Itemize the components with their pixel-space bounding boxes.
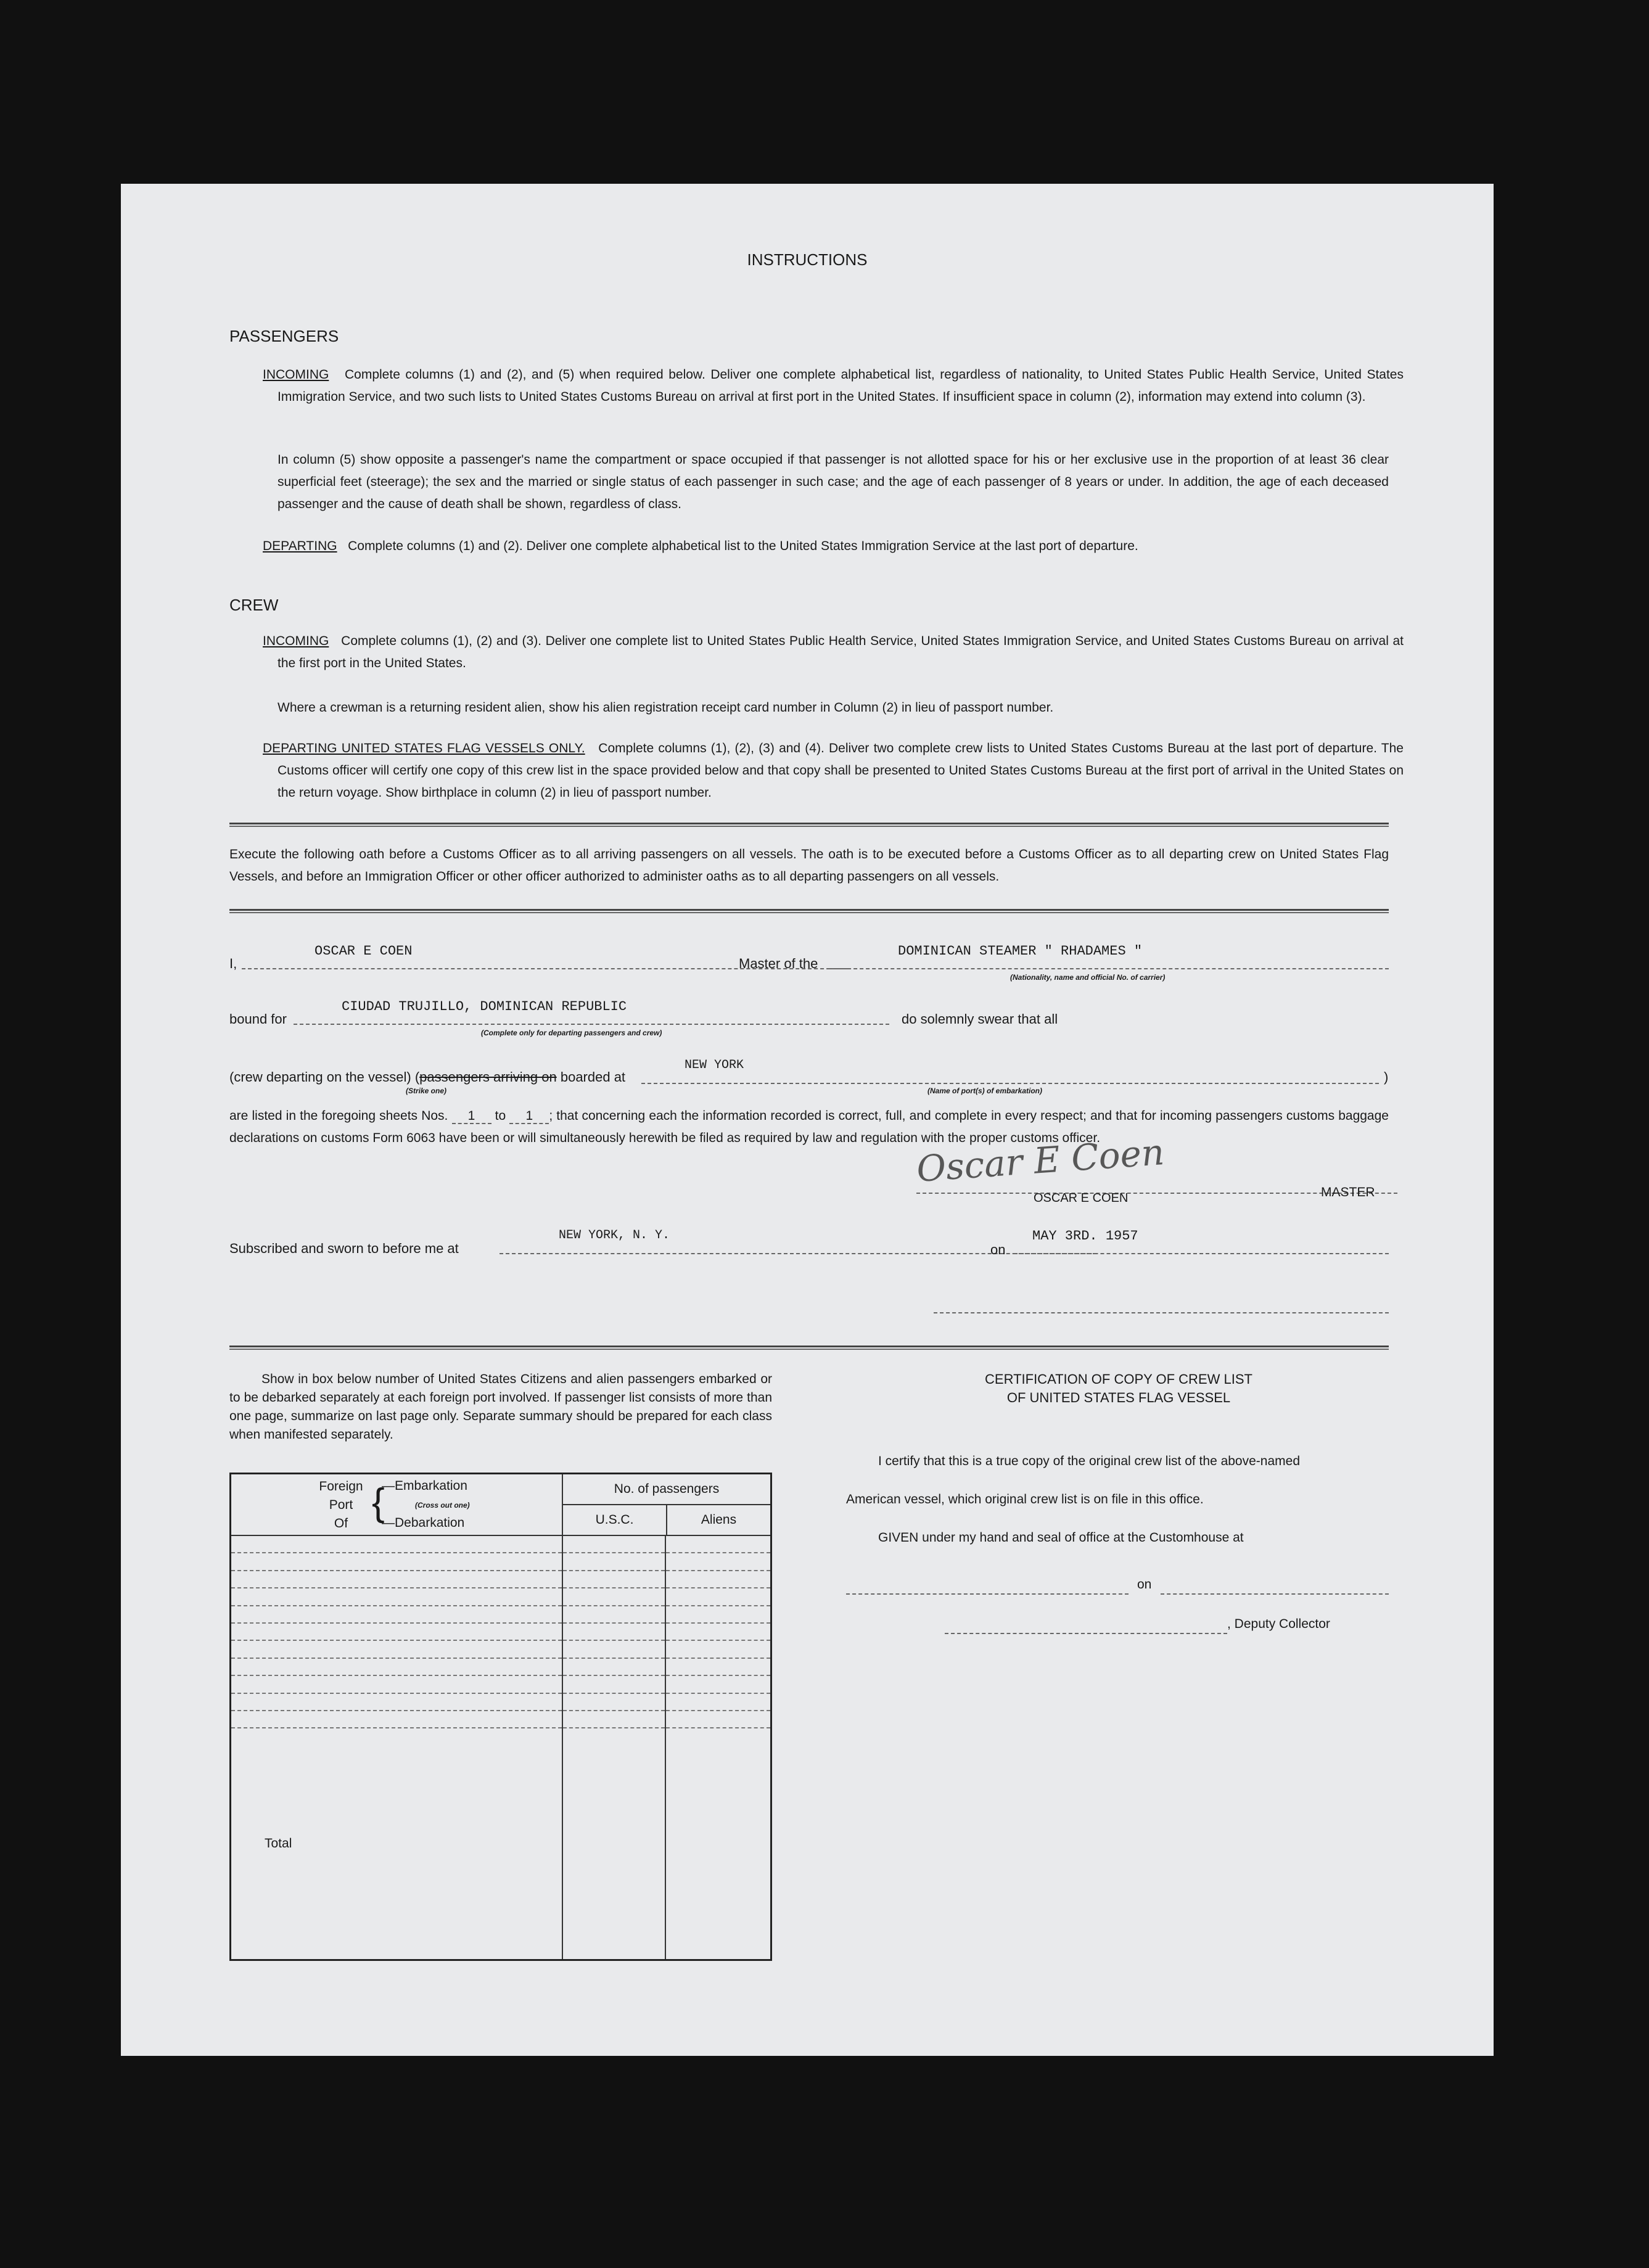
declaration-text: ; that concerning each the information recorded is correct, full, and complete in every respect; and that for incoming passengers customs baggage declarations on customs Form 6063 have been or will simultaneously herewith be filed as required by law and regulation with the proper customs officer.: [229, 1109, 1389, 1145]
port-label: Port: [329, 1498, 353, 1512]
table-row: [231, 1535, 563, 1553]
passengers-incoming-label: INCOMING: [263, 368, 329, 382]
port-caption: (Name of port(s) of embarkation): [927, 1087, 1043, 1095]
passengers-incoming-text: Complete columns (1) and (2), and (5) when required below. Deliver one complete alphabetical list, regardless of nationality, to United States Public Health Service, United States Immigration Service, and two such lists to United States Customs Bureau on arrival at first port in the United States. If insufficient space in column (2), information may extend into column (3).: [278, 368, 1404, 404]
foreign-port-of-label: [310, 1477, 372, 1533]
certification-line1: I certify that this is a true copy of the original crew list of the above-named: [878, 1454, 1300, 1468]
deputy-signature-line: [945, 1630, 1227, 1634]
page-title: INSTRUCTIONS: [747, 250, 868, 269]
crew-incoming-text: Complete columns (1), (2) and (3). Deliver one complete list to United States Public Health Service, United States Immigration Service, and United States Customs Bureau on arrival at the first port in the United States.: [278, 634, 1404, 670]
table-row: [231, 1658, 563, 1675]
total-usc: [562, 1728, 665, 1960]
bound-for-label: bound for: [229, 1011, 287, 1027]
destination-line: [294, 1021, 889, 1025]
divider: [229, 1346, 1389, 1350]
to-label: to: [495, 1109, 506, 1123]
swear-label: do solemnly swear that all: [902, 1011, 1058, 1027]
foreign-label: Foreign: [319, 1479, 363, 1494]
cross-out-caption: (Cross out one): [415, 1501, 470, 1510]
no-of-passengers-label: No. of passengers: [563, 1474, 770, 1505]
typed-master-name: OSCAR E COEN: [1034, 1191, 1129, 1205]
sworn-on-label: on: [990, 1242, 1006, 1257]
sheet-to: 1: [509, 1109, 549, 1124]
crew-heading: CREW: [229, 596, 279, 614]
destination: CIUDAD TRUJILLO, DOMINICAN REPUBLIC: [342, 999, 627, 1014]
table-row: [231, 1711, 563, 1728]
boarded-label: boarded at: [560, 1069, 626, 1085]
table-row: [231, 1588, 563, 1605]
crew-alien-paragraph: Where a crewman is a returning resident alien, show his alien registration receipt card number in Column (2) in lieu of passport number.: [278, 701, 1054, 715]
brace-glyph: {: [372, 1481, 385, 1524]
divider: [229, 823, 1389, 827]
crew-departing-paragraph: [263, 738, 1404, 804]
sworn-place-line: [500, 1251, 1096, 1254]
officer-signature-line: [934, 1310, 1389, 1313]
crew-departing-label: [229, 1069, 625, 1085]
oath-instructions: Execute the following oath before a Customs Officer as to all arriving passengers on all vessels. The oath is to be executed before a Customs Officer as to all departing crew on United States Flag Vessels, and before an Immigration Officer or other officer authorized to administer oaths as to all departing passengers on all vessels.: [229, 847, 1389, 884]
passenger-summary-table: [229, 1473, 772, 1961]
usc-header: U.S.C.: [563, 1505, 667, 1535]
certification-line2: American vessel, which original crew list is on file in this office.: [846, 1492, 1204, 1506]
passenger-count-header: [562, 1474, 771, 1536]
table-row: [231, 1640, 563, 1658]
listed-label: are listed in the foregoing sheets Nos.: [229, 1109, 448, 1123]
port-line: [641, 1080, 1379, 1084]
sheet-from: 1: [452, 1109, 491, 1124]
passengers-heading: PASSENGERS: [229, 327, 339, 345]
customhouse-line: [846, 1591, 1129, 1595]
table-row: [231, 1675, 563, 1693]
certification-title-line2: OF UNITED STATES FLAG VESSEL: [1006, 1390, 1231, 1405]
crew-departing-label: DEPARTING UNITED STATES FLAG VESSELS ONLY.: [263, 741, 585, 755]
sworn-date: MAY 3RD. 1957: [1032, 1228, 1138, 1244]
subscribed-label: Subscribed and sworn to before me at: [229, 1241, 459, 1256]
passengers-incoming-paragraph: [263, 364, 1404, 408]
table-row: [231, 1623, 563, 1640]
of-label: Of: [334, 1516, 348, 1530]
deputy-collector-label: , Deputy Collector: [1227, 1617, 1330, 1631]
certification-date-line: [1161, 1591, 1389, 1595]
port-header: [231, 1474, 563, 1536]
table-row: [231, 1553, 563, 1570]
sworn-place: NEW YORK, N. Y.: [559, 1228, 670, 1243]
column5-paragraph: In column (5) show opposite a passenger's name the compartment or space occupied if that passenger is not allotted space for his or her exclusive use in the proportion of at least 36 clear superficial feet (steerage); the sex and the married or single status of each passenger in such case; and the age of each passenger of 8 years or under. In addition, the age of each deceased passenger and the cause of death shall be shown, regardless of class.: [278, 453, 1389, 511]
summary-instructions: Show in box below number of United States Citizens and alien passengers embarked or to be debarked separately at each foreign port involved. If passenger list consists of more than one page, summarize on last page only. Separate summary should be prepared for each class when manifested separately.: [229, 1372, 772, 1442]
embarkation-port: NEW YORK: [685, 1058, 744, 1072]
passengers-departing-paragraph: [263, 535, 1389, 557]
form-page: [121, 184, 1494, 2056]
master-signature: Oscar E Coen: [915, 1131, 1166, 1190]
close-paren: ): [1384, 1069, 1389, 1085]
certification-line3: GIVEN under my hand and seal of office at the Customhouse at: [878, 1530, 1244, 1545]
struck-passengers-text: passengers arriving on: [419, 1069, 557, 1085]
table-row: [231, 1693, 563, 1711]
table-row: [231, 1606, 563, 1623]
crew-incoming-paragraph: [263, 630, 1404, 675]
crew-label: (crew departing on the vessel) (: [229, 1069, 420, 1085]
total-aliens: [665, 1728, 771, 1960]
certification-title: [849, 1370, 1389, 1407]
debarkation-label: —Debarkation: [382, 1516, 465, 1530]
crew-departing-text: Complete columns (1), (2), (3) and (4). Deliver two complete crew lists to United States Customs Bureau at the last port of departure. The Customs officer will certify one copy of this crew list in the space provided below and that copy shall be presented to United States Customs Bureau at the first port of arrival in the United States on the return voyage. Show birthplace in column (2) in lieu of passport number.: [278, 741, 1404, 800]
vessel-line: [829, 966, 1389, 969]
divider: [229, 909, 1389, 913]
master-label: MASTER: [1321, 1185, 1375, 1199]
destination-caption: (Complete only for departing passengers and crew): [481, 1029, 662, 1037]
master-of-label: Master of the: [739, 956, 818, 971]
passengers-departing-label: DEPARTING: [263, 539, 337, 553]
vessel-name: DOMINICAN STEAMER " RHADAMES ": [898, 943, 1143, 959]
oath-i-label: I,: [229, 956, 237, 971]
embarkation-label: —Embarkation: [382, 1479, 467, 1493]
certification-on-label: on: [1137, 1577, 1152, 1592]
strike-caption: (Strike one): [406, 1087, 447, 1095]
vessel-caption: (Nationality, name and official No. of carrier): [1010, 973, 1166, 982]
aliens-header: Aliens: [701, 1513, 737, 1527]
certification-title-line1: CERTIFICATION OF COPY OF CREW LIST: [985, 1371, 1252, 1387]
total-label: Total: [231, 1728, 563, 1960]
master-name: OSCAR E COEN: [315, 943, 413, 959]
declaration-paragraph: [229, 1105, 1389, 1149]
crew-incoming-label: INCOMING: [263, 634, 329, 648]
table-row: [231, 1571, 563, 1588]
sworn-date-line: [1014, 1251, 1389, 1254]
passengers-departing-text: Complete columns (1) and (2). Deliver one complete alphabetical list to the United States Immigration Service at the last port of departure.: [348, 539, 1138, 553]
